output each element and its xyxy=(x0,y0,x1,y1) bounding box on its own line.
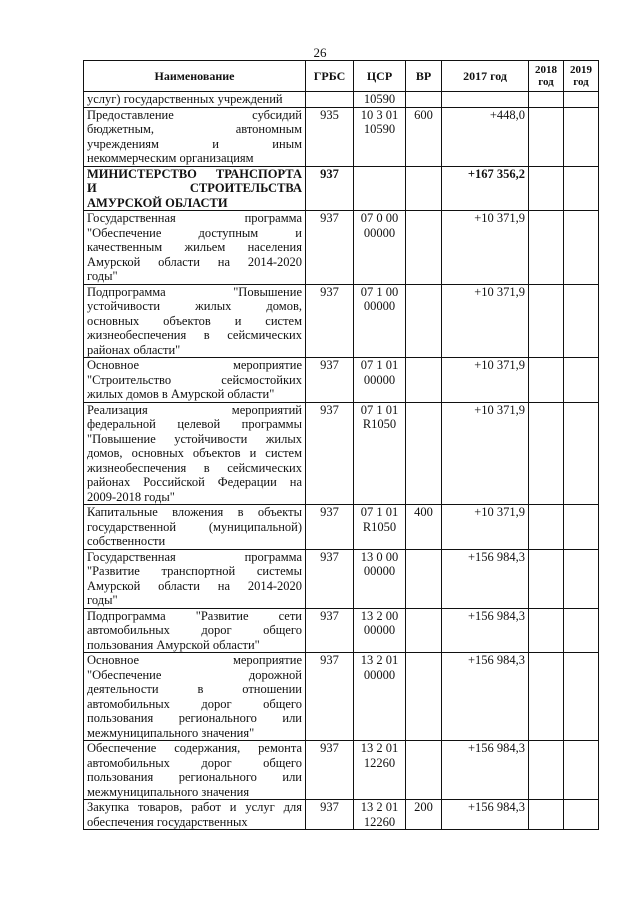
row-grbs: 937 xyxy=(306,505,354,550)
row-2017: +156 984,3 xyxy=(442,741,529,800)
header-2019: 2019 год xyxy=(564,61,599,92)
row-name-line: собственности xyxy=(87,534,166,548)
row-csr: 07 1 01 R1050 xyxy=(354,402,406,505)
row-vr: 200 xyxy=(406,800,442,830)
row-2018 xyxy=(529,92,564,108)
row-grbs: 937 xyxy=(306,549,354,608)
row-name-line: Закупка товаров, работ и услуг для xyxy=(87,800,302,814)
row-grbs: 937 xyxy=(306,402,354,505)
row-name-line: Государственная программа xyxy=(87,549,302,564)
row-2017: +156 984,3 xyxy=(442,800,529,830)
row-csr: 07 1 01 00000 xyxy=(354,358,406,403)
row-2019 xyxy=(564,107,599,166)
row-2017: +156 984,3 xyxy=(442,549,529,608)
table-row xyxy=(84,211,599,285)
header-vr: ВР xyxy=(406,61,442,92)
row-name-line: Предоставление субсидий xyxy=(87,107,302,122)
row-name xyxy=(84,92,306,108)
table-row xyxy=(84,284,599,358)
row-name-line: автомобильных дорог общего xyxy=(87,623,302,637)
row-name-line: пользования регионального или xyxy=(87,770,302,784)
row-2019 xyxy=(564,549,599,608)
row-vr xyxy=(406,741,442,800)
row-2017: +10 371,9 xyxy=(442,211,529,285)
row-csr: 13 2 01 00000 xyxy=(354,653,406,741)
table-row xyxy=(84,107,599,166)
row-name-line: И СТРОИТЕЛЬСТВА xyxy=(87,181,302,195)
row-name-line: "Повышение устойчивости жилых xyxy=(87,431,302,446)
table-row xyxy=(84,166,599,211)
row-name-line: Реализация мероприятий xyxy=(87,402,302,417)
row-csr: 13 0 00 00000 xyxy=(354,549,406,608)
row-name-line: Основное мероприятие xyxy=(87,653,302,667)
row-csr: 13 2 01 12260 xyxy=(354,800,406,830)
row-name-line: государственной (муниципальной) xyxy=(87,519,302,534)
row-2019 xyxy=(564,608,599,653)
table-row xyxy=(84,608,599,653)
row-vr xyxy=(406,166,442,211)
row-name xyxy=(84,107,306,166)
row-2018 xyxy=(529,284,564,358)
row-csr: 10590 xyxy=(354,92,406,108)
row-2018 xyxy=(529,608,564,653)
row-name xyxy=(84,741,306,800)
table-row xyxy=(84,549,599,608)
row-vr xyxy=(406,549,442,608)
table-row xyxy=(84,653,599,741)
row-name-line: Капитальные вложения в объекты xyxy=(87,505,302,519)
row-2018 xyxy=(529,107,564,166)
row-csr: 07 1 01 R1050 xyxy=(354,505,406,550)
row-2017 xyxy=(442,92,529,108)
row-name-line: Амурской области на 2014-2020 xyxy=(87,254,302,269)
header-name: Наименование xyxy=(84,61,306,92)
header-csr: ЦСР xyxy=(354,61,406,92)
row-name xyxy=(84,166,306,211)
row-vr xyxy=(406,92,442,108)
row-grbs: 935 xyxy=(306,107,354,166)
row-vr xyxy=(406,608,442,653)
row-2018 xyxy=(529,402,564,505)
row-2017: +156 984,3 xyxy=(442,653,529,741)
table-row xyxy=(84,402,599,505)
row-2017: +10 371,9 xyxy=(442,284,529,358)
row-name-line: пользования Амурской области" xyxy=(87,637,260,652)
row-name-line: бюджетным, автономным xyxy=(87,122,302,136)
row-name-line: районах Российской Федерации на xyxy=(87,475,302,489)
row-name-line: Амурской области на 2014-2020 xyxy=(87,578,302,593)
row-grbs: 937 xyxy=(306,358,354,403)
row-name-line: жизнеобеспечения в сейсмических xyxy=(87,328,302,342)
table-row xyxy=(84,358,599,403)
row-name-line: автомобильных дорог общего xyxy=(87,696,302,711)
row-csr: 07 1 00 00000 xyxy=(354,284,406,358)
row-name xyxy=(84,402,306,505)
row-name-line: "Обеспечение доступным и xyxy=(87,225,302,240)
row-grbs: 937 xyxy=(306,800,354,830)
row-2018 xyxy=(529,741,564,800)
row-name-line: 2009-2018 годы" xyxy=(87,489,175,504)
row-grbs: 937 xyxy=(306,608,354,653)
table-row xyxy=(84,505,599,550)
row-name-line: федеральной целевой программы xyxy=(87,417,302,431)
row-name-line: Государственная программа xyxy=(87,211,302,225)
row-grbs: 937 xyxy=(306,166,354,211)
row-name-line: некоммерческим организациям xyxy=(87,151,254,165)
row-2017: +448,0 xyxy=(442,107,529,166)
row-2018 xyxy=(529,800,564,830)
row-2017: +167 356,2 xyxy=(442,166,529,211)
row-grbs: 937 xyxy=(306,211,354,285)
row-2019 xyxy=(564,92,599,108)
row-2019 xyxy=(564,211,599,285)
row-2019 xyxy=(564,166,599,211)
row-name-line: Основное мероприятие xyxy=(87,358,302,372)
row-csr xyxy=(354,166,406,211)
row-2017: +10 371,9 xyxy=(442,505,529,550)
row-2019 xyxy=(564,741,599,800)
header-grbs: ГРБС xyxy=(306,61,354,92)
row-name-line: Обеспечение содержания, ремонта xyxy=(87,741,302,755)
header-2018: 2018 год xyxy=(529,61,564,92)
row-vr xyxy=(406,358,442,403)
budget-table xyxy=(83,60,599,830)
row-name-line: АМУРСКОЙ ОБЛАСТИ xyxy=(87,195,228,210)
row-grbs: 937 xyxy=(306,653,354,741)
row-name-line: "Развитие транспортной системы xyxy=(87,564,302,578)
row-2018 xyxy=(529,211,564,285)
row-vr: 600 xyxy=(406,107,442,166)
row-2018 xyxy=(529,653,564,741)
row-csr: 13 2 01 12260 xyxy=(354,741,406,800)
row-name xyxy=(84,211,306,285)
row-2018 xyxy=(529,505,564,550)
row-name-line: жилых домов в Амурской области" xyxy=(87,387,275,401)
row-vr xyxy=(406,211,442,285)
row-2018 xyxy=(529,549,564,608)
row-name xyxy=(84,549,306,608)
row-2019 xyxy=(564,505,599,550)
table-row xyxy=(84,92,599,108)
row-grbs: 937 xyxy=(306,284,354,358)
row-name-line: учреждениям и иным xyxy=(87,136,302,151)
row-name-line: районах области" xyxy=(87,342,181,357)
table-row xyxy=(84,800,599,830)
row-name xyxy=(84,800,306,830)
page-number: 26 xyxy=(313,45,327,60)
table-row xyxy=(84,741,599,800)
row-2017: +10 371,9 xyxy=(442,358,529,403)
row-csr: 13 2 00 00000 xyxy=(354,608,406,653)
row-name-line: годы" xyxy=(87,593,118,607)
row-2019 xyxy=(564,284,599,358)
row-2019 xyxy=(564,402,599,505)
row-name-line: жизнеобеспечения в сейсмических xyxy=(87,460,302,475)
row-name-line: основных объектов и систем xyxy=(87,313,302,328)
row-vr xyxy=(406,284,442,358)
row-name-line: "Обеспечение дорожной xyxy=(87,667,302,682)
row-name xyxy=(84,284,306,358)
row-name-line: качественным жильем населения xyxy=(87,240,302,254)
row-csr: 10 3 01 10590 xyxy=(354,107,406,166)
row-name-line: деятельности в отношении xyxy=(87,682,302,696)
row-name-line: обеспечения государственных xyxy=(87,814,248,829)
row-2017: +10 371,9 xyxy=(442,402,529,505)
row-name-line: услуг) государственных учреждений xyxy=(87,92,283,106)
row-name-line: пользования регионального или xyxy=(87,711,302,725)
row-name xyxy=(84,505,306,550)
row-name-line: Подпрограмма "Повышение xyxy=(87,284,302,299)
row-vr: 400 xyxy=(406,505,442,550)
row-grbs: 937 xyxy=(306,741,354,800)
row-2018 xyxy=(529,358,564,403)
row-name-line: домов, основных объектов и систем xyxy=(87,446,302,460)
row-2018 xyxy=(529,166,564,211)
header-row xyxy=(84,61,599,92)
row-name xyxy=(84,608,306,653)
table-body xyxy=(84,92,599,830)
row-2019 xyxy=(564,653,599,741)
row-name xyxy=(84,358,306,403)
row-name-line: межмуниципального значения xyxy=(87,784,250,799)
header-2017: 2017 год xyxy=(442,61,529,92)
row-2019 xyxy=(564,800,599,830)
row-vr xyxy=(406,653,442,741)
row-csr: 07 0 00 00000 xyxy=(354,211,406,285)
row-2017: +156 984,3 xyxy=(442,608,529,653)
row-name-line: устойчивости жилых домов, xyxy=(87,299,302,313)
row-name-line: межмуниципального значения" xyxy=(87,725,255,740)
row-name-line: годы" xyxy=(87,269,118,283)
row-name xyxy=(84,653,306,741)
row-name-line: "Строительство сейсмостойких xyxy=(87,372,302,387)
row-2019 xyxy=(564,358,599,403)
row-name-line: МИНИСТЕРСТВО ТРАНСПОРТА xyxy=(87,166,302,181)
row-vr xyxy=(406,402,442,505)
row-name-line: автомобильных дорог общего xyxy=(87,755,302,770)
row-grbs xyxy=(306,92,354,108)
row-name-line: Подпрограмма "Развитие сети xyxy=(87,608,302,623)
